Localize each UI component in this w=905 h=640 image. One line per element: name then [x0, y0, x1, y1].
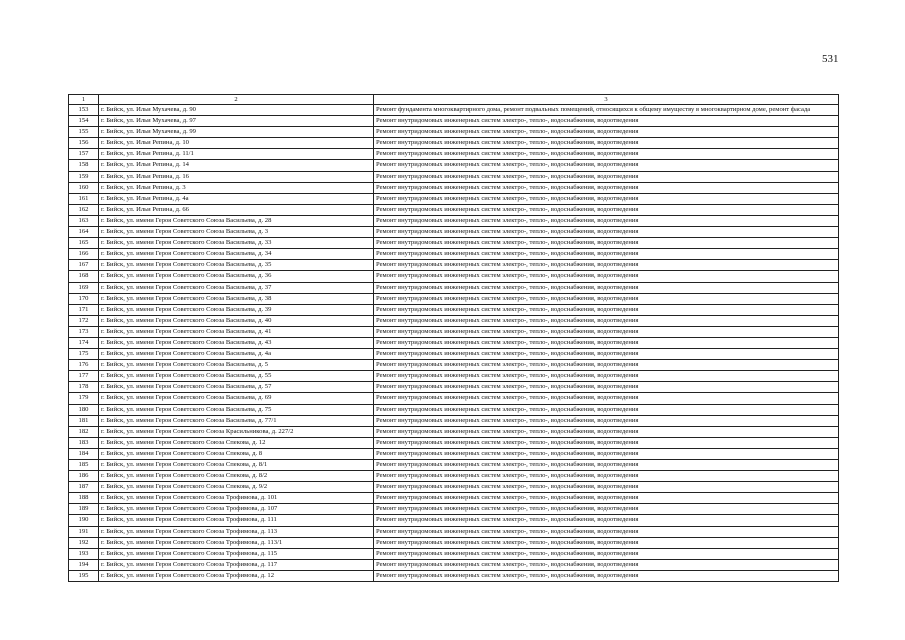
- row-address: г. Бийск, ул. имени Героя Советского Союза Васильева, д. 28: [99, 215, 374, 226]
- table-row: [69, 570, 839, 581]
- row-number: 195: [69, 570, 99, 581]
- row-work-type: Ремонт внутридомовых инженерных систем электро-, тепло-, водоснабжения, водоотведения: [374, 127, 839, 138]
- table-header: [69, 95, 839, 105]
- row-number: 187: [69, 482, 99, 493]
- row-work-type: Ремонт внутридомовых инженерных систем электро-, тепло-, водоснабжения, водоотведения: [374, 227, 839, 238]
- table-row: [69, 282, 839, 293]
- row-work-type: Ремонт внутридомовых инженерных систем электро-, тепло-, водоснабжения, водоотведения: [374, 215, 839, 226]
- row-work-type: Ремонт внутридомовых инженерных систем электро-, тепло-, водоснабжения, водоотведения: [374, 570, 839, 581]
- table-row: [69, 304, 839, 315]
- table-row: [69, 482, 839, 493]
- row-address: г. Бийск, ул. имени Героя Советского Союза Васильева, д. 77/1: [99, 415, 374, 426]
- row-address: г. Бийск, ул. Ильи Мухачева, д. 90: [99, 105, 374, 116]
- table-row: [69, 515, 839, 526]
- row-work-type: Ремонт внутридомовых инженерных систем электро-, тепло-, водоснабжения, водоотведения: [374, 371, 839, 382]
- row-work-type: Ремонт внутридомовых инженерных систем электро-, тепло-, водоснабжения, водоотведения: [374, 271, 839, 282]
- row-address: г. Бийск, ул. имени Героя Советского Союза Васильева, д. 43: [99, 337, 374, 348]
- row-work-type: Ремонт внутридомовых инженерных систем электро-, тепло-, водоснабжения, водоотведения: [374, 537, 839, 548]
- header-cell-address: 2: [99, 95, 374, 105]
- row-address: г. Бийск, ул. Ильи Репина, д. 10: [99, 138, 374, 149]
- table-row: [69, 493, 839, 504]
- page-number: 531: [822, 53, 839, 65]
- row-work-type: Ремонт внутридомовых инженерных систем электро-, тепло-, водоснабжения, водоотведения: [374, 249, 839, 260]
- row-address: г. Бийск, ул. имени Героя Советского Союза Спекова, д. 8: [99, 448, 374, 459]
- row-work-type: Ремонт фундамента многоквартирного дома, ремонт подвальных помещений, относящихся к общему имуществу в многоквартирном доме, ремонт фасада: [374, 105, 839, 116]
- row-number: 186: [69, 471, 99, 482]
- row-number: 164: [69, 227, 99, 238]
- row-address: г. Бийск, ул. имени Героя Советского Союза Васильева, д. 75: [99, 404, 374, 415]
- row-number: 167: [69, 260, 99, 271]
- table-row: [69, 437, 839, 448]
- table-row: [69, 238, 839, 249]
- table-row: [69, 193, 839, 204]
- row-number: 178: [69, 382, 99, 393]
- table-row: [69, 548, 839, 559]
- table-row: [69, 260, 839, 271]
- row-number: 181: [69, 415, 99, 426]
- row-address: г. Бийск, ул. имени Героя Советского Союза Васильева, д. 36: [99, 271, 374, 282]
- table-row: [69, 559, 839, 570]
- table-row: [69, 426, 839, 437]
- table-row: [69, 182, 839, 193]
- row-work-type: Ремонт внутридомовых инженерных систем электро-, тепло-, водоснабжения, водоотведения: [374, 393, 839, 404]
- row-number: 193: [69, 548, 99, 559]
- row-number: 169: [69, 282, 99, 293]
- row-number: 153: [69, 105, 99, 116]
- row-work-type: Ремонт внутридомовых инженерных систем электро-, тепло-, водоснабжения, водоотведения: [374, 526, 839, 537]
- row-number: 176: [69, 360, 99, 371]
- row-work-type: Ремонт внутридомовых инженерных систем электро-, тепло-, водоснабжения, водоотведения: [374, 482, 839, 493]
- row-work-type: Ремонт внутридомовых инженерных систем электро-, тепло-, водоснабжения, водоотведения: [374, 149, 839, 160]
- table-row: [69, 149, 839, 160]
- row-address: г. Бийск, ул. имени Героя Советского Союза Васильева, д. 34: [99, 249, 374, 260]
- row-number: 154: [69, 116, 99, 127]
- table-row: [69, 271, 839, 282]
- row-address: г. Бийск, ул. имени Героя Советского Союза Красильникова, д. 227/2: [99, 426, 374, 437]
- row-number: 166: [69, 249, 99, 260]
- row-address: г. Бийск, ул. имени Героя Советского Союза Васильева, д. 3: [99, 227, 374, 238]
- row-number: 175: [69, 349, 99, 360]
- row-address: г. Бийск, ул. Ильи Репина, д. 11/1: [99, 149, 374, 160]
- row-address: г. Бийск, ул. имени Героя Советского Союза Васильева, д. 37: [99, 282, 374, 293]
- table-row: [69, 105, 839, 116]
- row-work-type: Ремонт внутридомовых инженерных систем электро-, тепло-, водоснабжения, водоотведения: [374, 504, 839, 515]
- row-number: 162: [69, 204, 99, 215]
- row-work-type: Ремонт внутридомовых инженерных систем электро-, тепло-, водоснабжения, водоотведения: [374, 360, 839, 371]
- row-number: 155: [69, 127, 99, 138]
- row-work-type: Ремонт внутридомовых инженерных систем электро-, тепло-, водоснабжения, водоотведения: [374, 448, 839, 459]
- row-address: г. Бийск, ул. имени Героя Советского Союза Васильева, д. 40: [99, 315, 374, 326]
- row-number: 182: [69, 426, 99, 437]
- table-row: [69, 415, 839, 426]
- row-work-type: Ремонт внутридомовых инженерных систем электро-, тепло-, водоснабжения, водоотведения: [374, 337, 839, 348]
- row-address: г. Бийск, ул. имени Героя Советского Союза Спекова, д. 9/2: [99, 482, 374, 493]
- table-row: [69, 404, 839, 415]
- row-number: 173: [69, 326, 99, 337]
- row-number: 157: [69, 149, 99, 160]
- table-row: [69, 537, 839, 548]
- table-row: [69, 127, 839, 138]
- table-row: [69, 382, 839, 393]
- row-work-type: Ремонт внутридомовых инженерных систем электро-, тепло-, водоснабжения, водоотведения: [374, 460, 839, 471]
- row-address: г. Бийск, ул. имени Героя Советского Союза Трофимова, д. 115: [99, 548, 374, 559]
- row-number: 179: [69, 393, 99, 404]
- row-number: 161: [69, 193, 99, 204]
- row-work-type: Ремонт внутридомовых инженерных систем электро-, тепло-, водоснабжения, водоотведения: [374, 426, 839, 437]
- row-work-type: Ремонт внутридомовых инженерных систем электро-, тепло-, водоснабжения, водоотведения: [374, 471, 839, 482]
- row-address: г. Бийск, ул. имени Героя Советского Союза Васильева, д. 69: [99, 393, 374, 404]
- row-number: 174: [69, 337, 99, 348]
- row-address: г. Бийск, ул. имени Героя Советского Союза Васильева, д. 4а: [99, 349, 374, 360]
- row-number: 184: [69, 448, 99, 459]
- row-number: 185: [69, 460, 99, 471]
- row-work-type: Ремонт внутридомовых инженерных систем электро-, тепло-, водоснабжения, водоотведения: [374, 315, 839, 326]
- row-address: г. Бийск, ул. Ильи Мухачева, д. 97: [99, 116, 374, 127]
- row-number: 190: [69, 515, 99, 526]
- header-cell-number: 1: [69, 95, 99, 105]
- row-work-type: Ремонт внутридомовых инженерных систем электро-, тепло-, водоснабжения, водоотведения: [374, 326, 839, 337]
- row-address: г. Бийск, ул. имени Героя Советского Союза Васильева, д. 55: [99, 371, 374, 382]
- row-number: 165: [69, 238, 99, 249]
- table-row: [69, 526, 839, 537]
- row-address: г. Бийск, ул. имени Героя Советского Союза Трофимова, д. 113: [99, 526, 374, 537]
- row-address: г. Бийск, ул. Ильи Мухачева, д. 99: [99, 127, 374, 138]
- row-work-type: Ремонт внутридомовых инженерных систем электро-, тепло-, водоснабжения, водоотведения: [374, 349, 839, 360]
- row-number: 191: [69, 526, 99, 537]
- row-address: г. Бийск, ул. Ильи Репина, д. 4а: [99, 193, 374, 204]
- row-address: г. Бийск, ул. имени Героя Советского Союза Спекова, д. 12: [99, 437, 374, 448]
- table-row: [69, 293, 839, 304]
- table-row: [69, 504, 839, 515]
- row-number: 180: [69, 404, 99, 415]
- header-row: [69, 95, 839, 105]
- row-work-type: Ремонт внутридомовых инженерных систем электро-, тепло-, водоснабжения, водоотведения: [374, 404, 839, 415]
- row-number: 159: [69, 171, 99, 182]
- row-work-type: Ремонт внутридомовых инженерных систем электро-, тепло-, водоснабжения, водоотведения: [374, 138, 839, 149]
- row-address: г. Бийск, ул. имени Героя Советского Союза Трофимова, д. 113/1: [99, 537, 374, 548]
- row-address: г. Бийск, ул. имени Героя Советского Союза Спекова, д. 8/1: [99, 460, 374, 471]
- row-address: г. Бийск, ул. имени Героя Советского Союза Васильева, д. 33: [99, 238, 374, 249]
- row-address: г. Бийск, ул. имени Героя Советского Союза Васильева, д. 41: [99, 326, 374, 337]
- table-row: [69, 393, 839, 404]
- row-address: г. Бийск, ул. Ильи Репина, д. 3: [99, 182, 374, 193]
- register-table: [68, 94, 839, 582]
- table-row: [69, 204, 839, 215]
- row-work-type: Ремонт внутридомовых инженерных систем электро-, тепло-, водоснабжения, водоотведения: [374, 116, 839, 127]
- row-number: 158: [69, 160, 99, 171]
- row-work-type: Ремонт внутридомовых инженерных систем электро-, тепло-, водоснабжения, водоотведения: [374, 293, 839, 304]
- row-address: г. Бийск, ул. имени Героя Советского Союза Васильева, д. 57: [99, 382, 374, 393]
- row-work-type: Ремонт внутридомовых инженерных систем электро-, тепло-, водоснабжения, водоотведения: [374, 304, 839, 315]
- row-number: 172: [69, 315, 99, 326]
- row-address: г. Бийск, ул. Ильи Репина, д. 66: [99, 204, 374, 215]
- row-number: 168: [69, 271, 99, 282]
- row-number: 160: [69, 182, 99, 193]
- row-number: 188: [69, 493, 99, 504]
- row-address: г. Бийск, ул. Ильи Репина, д. 14: [99, 160, 374, 171]
- row-number: 156: [69, 138, 99, 149]
- row-work-type: Ремонт внутридомовых инженерных систем электро-, тепло-, водоснабжения, водоотведения: [374, 382, 839, 393]
- table-row: [69, 326, 839, 337]
- table-row: [69, 460, 839, 471]
- row-work-type: Ремонт внутридомовых инженерных систем электро-, тепло-, водоснабжения, водоотведения: [374, 260, 839, 271]
- row-address: г. Бийск, ул. имени Героя Советского Союза Трофимова, д. 107: [99, 504, 374, 515]
- table-row: [69, 448, 839, 459]
- row-number: 192: [69, 537, 99, 548]
- table-body: [69, 105, 839, 582]
- row-address: г. Бийск, ул. имени Героя Советского Союза Трофимова, д. 101: [99, 493, 374, 504]
- row-work-type: Ремонт внутридомовых инженерных систем электро-, тепло-, водоснабжения, водоотведения: [374, 171, 839, 182]
- table-row: [69, 337, 839, 348]
- table-row: [69, 160, 839, 171]
- row-work-type: Ремонт внутридомовых инженерных систем электро-, тепло-, водоснабжения, водоотведения: [374, 437, 839, 448]
- row-work-type: Ремонт внутридомовых инженерных систем электро-, тепло-, водоснабжения, водоотведения: [374, 493, 839, 504]
- row-address: г. Бийск, ул. имени Героя Советского Союза Васильева, д. 5: [99, 360, 374, 371]
- table-row: [69, 349, 839, 360]
- row-address: г. Бийск, ул. имени Героя Советского Союза Васильева, д. 39: [99, 304, 374, 315]
- row-number: 170: [69, 293, 99, 304]
- table-row: [69, 215, 839, 226]
- row-address: г. Бийск, ул. имени Героя Советского Союза Трофимова, д. 117: [99, 559, 374, 570]
- row-number: 189: [69, 504, 99, 515]
- table-row: [69, 315, 839, 326]
- table-row: [69, 116, 839, 127]
- row-number: 183: [69, 437, 99, 448]
- row-work-type: Ремонт внутридомовых инженерных систем электро-, тепло-, водоснабжения, водоотведения: [374, 238, 839, 249]
- table-row: [69, 471, 839, 482]
- row-work-type: Ремонт внутридомовых инженерных систем электро-, тепло-, водоснабжения, водоотведения: [374, 415, 839, 426]
- row-work-type: Ремонт внутридомовых инженерных систем электро-, тепло-, водоснабжения, водоотведения: [374, 559, 839, 570]
- row-work-type: Ремонт внутридомовых инженерных систем электро-, тепло-, водоснабжения, водоотведения: [374, 160, 839, 171]
- row-address: г. Бийск, ул. имени Героя Советского Союза Васильева, д. 38: [99, 293, 374, 304]
- header-cell-work: 3: [374, 95, 839, 105]
- row-address: г. Бийск, ул. имени Героя Советского Союза Васильева, д. 35: [99, 260, 374, 271]
- table-row: [69, 360, 839, 371]
- table-row: [69, 371, 839, 382]
- row-work-type: Ремонт внутридомовых инженерных систем электро-, тепло-, водоснабжения, водоотведения: [374, 193, 839, 204]
- row-address: г. Бийск, ул. имени Героя Советского Союза Трофимова, д. 111: [99, 515, 374, 526]
- row-number: 171: [69, 304, 99, 315]
- row-address: г. Бийск, ул. имени Героя Советского Союза Спекова, д. 8/2: [99, 471, 374, 482]
- table-row: [69, 171, 839, 182]
- row-address: г. Бийск, ул. имени Героя Советского Союза Трофимова, д. 12: [99, 570, 374, 581]
- row-number: 177: [69, 371, 99, 382]
- row-work-type: Ремонт внутридомовых инженерных систем электро-, тепло-, водоснабжения, водоотведения: [374, 182, 839, 193]
- row-number: 163: [69, 215, 99, 226]
- row-address: г. Бийск, ул. Ильи Репина, д. 16: [99, 171, 374, 182]
- table-row: [69, 227, 839, 238]
- row-number: 194: [69, 559, 99, 570]
- row-work-type: Ремонт внутридомовых инженерных систем электро-, тепло-, водоснабжения, водоотведения: [374, 548, 839, 559]
- row-work-type: Ремонт внутридомовых инженерных систем электро-, тепло-, водоснабжения, водоотведения: [374, 515, 839, 526]
- table-row: [69, 249, 839, 260]
- table-row: [69, 138, 839, 149]
- row-work-type: Ремонт внутридомовых инженерных систем электро-, тепло-, водоснабжения, водоотведения: [374, 282, 839, 293]
- row-work-type: Ремонт внутридомовых инженерных систем электро-, тепло-, водоснабжения, водоотведения: [374, 204, 839, 215]
